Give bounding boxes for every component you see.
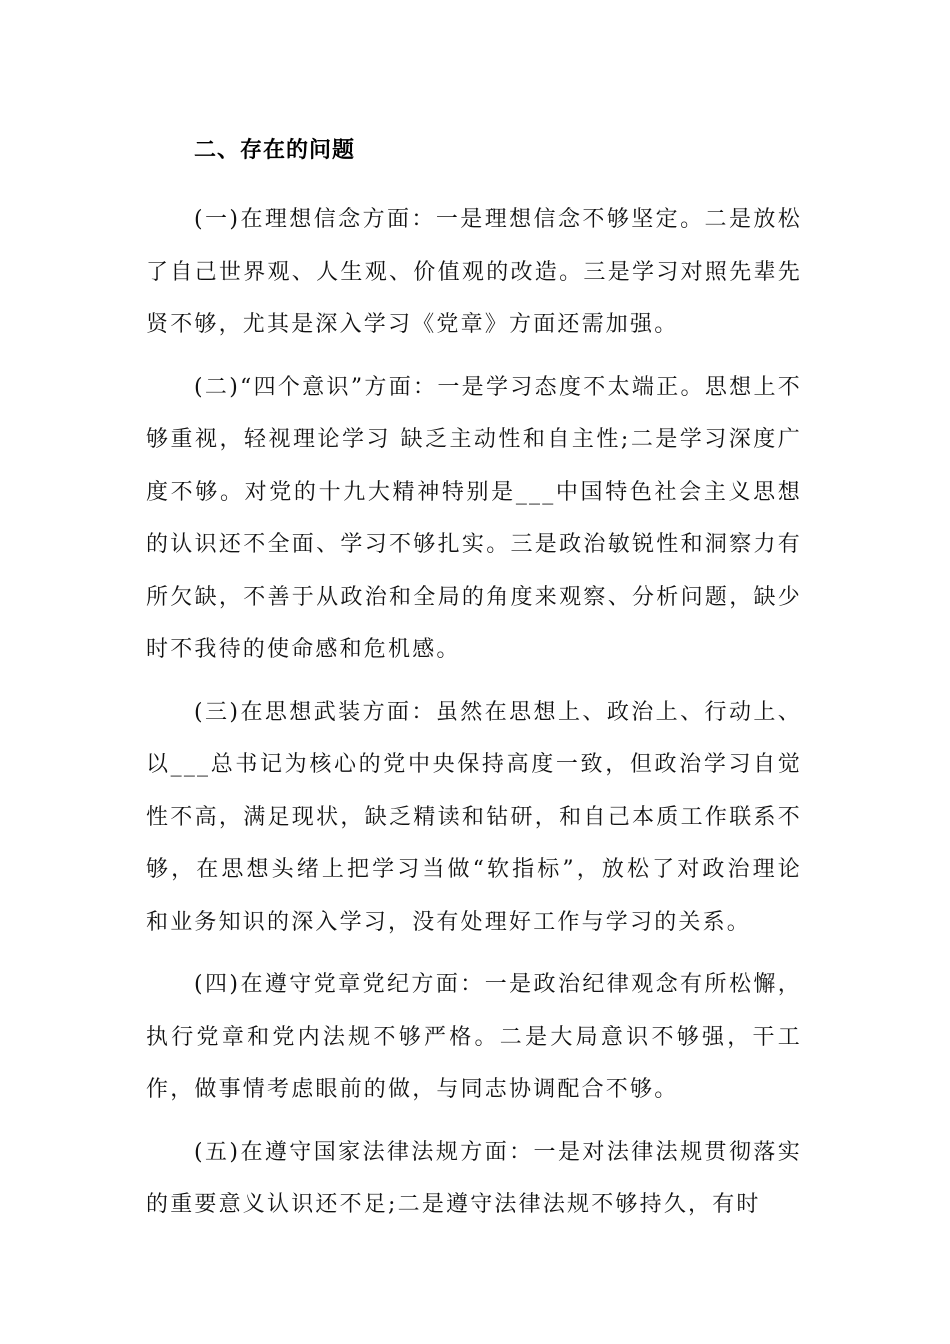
paragraph-laws-regulations: (五)在遵守国家法律法规方面：一是对法律法规贯彻落实的重要意义认识还不足;二是遵守法律法规不够持久，有时	[146, 1139, 802, 1217]
paragraph-ideological-arming: (三)在思想武装方面：虽然在思想上、政治上、行动上、以___总书记为核心的党中央保持高度一致，但政治学习自觉性不高，满足现状，缺乏精读和钻研，和自己本质工作联系不够，在思想头绪上把学习当做“软指标”，放松了对政治理论和业务知识的深入学习，没有处理好工作与学习的关系。	[146, 699, 802, 935]
document-body	[146, 128, 802, 1242]
paragraph-ideals-beliefs: (一)在理想信念方面：一是理想信念不够坚定。二是放松了自己世界观、人生观、价值观的改造。三是学习对照先辈先贤不够，尤其是深入学习《党章》方面还需加强。	[146, 207, 802, 337]
section-heading: 二、存在的问题	[194, 138, 356, 163]
paragraph-party-discipline: (四)在遵守党章党纪方面：一是政治纪律观念有所松懈，执行党章和党内法规不够严格。二是大局意识不够强，干工作，做事情考虑眼前的做，与同志协调配合不够。	[146, 972, 802, 1102]
paragraph-four-consciousness: (二)“四个意识”方面：一是学习态度不太端正。思想上不够重视，轻视理论学习 缺乏主动性和自主性;二是学习深度广度不够。对党的十九大精神特别是___中国特色社会主义思想的认识还不全面、学习不够扎实。三是政治敏锐性和洞察力有所欠缺，不善于从政治和全局的角度来观察、分析问题，缺少时不我待的使命感和危机感。	[146, 374, 802, 662]
